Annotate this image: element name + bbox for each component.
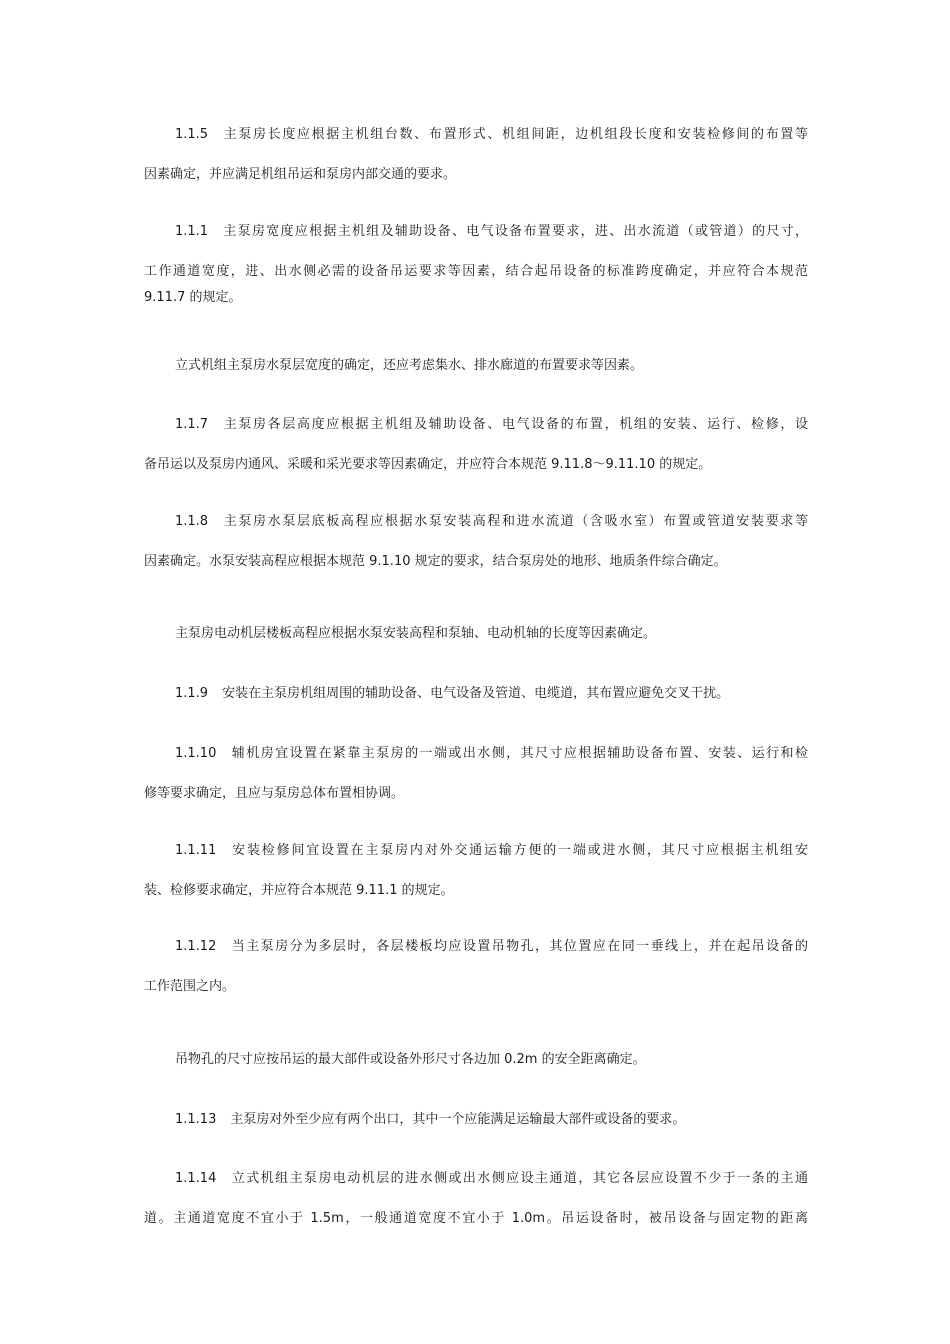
- paragraph-line: 备吊运以及泵房内通风、采暖和采光要求等因素确定，并应符合本规范 9.11.8～9.11.10 的规定。: [144, 457, 712, 472]
- paragraph-1-1-1: [144, 212, 808, 318]
- paragraph-text: 主泵房对外至少应有两个出口，其中一个应能满足运输最大部件或设备的要求。: [230, 1112, 686, 1127]
- paragraph-1-1-7: [144, 405, 808, 485]
- paragraph-text: 安装在主泵房机组周围的辅助设备、电气设备及管道、电缆道，其布置应避免交叉干扰。: [222, 686, 730, 701]
- paragraph-1-1-5: [144, 115, 808, 195]
- paragraph-line: 道。主通道宽度不宜小于 1.5m，一般通道宽度不宜小于 1.0m。吊运设备时，被吊设备与固定物的距离: [144, 1211, 808, 1226]
- paragraph-motor-floor-elevation: [144, 614, 808, 654]
- paragraph-line: [144, 831, 808, 871]
- paragraph-line: [144, 405, 808, 445]
- paragraph-line: [144, 1159, 808, 1199]
- paragraph-line: 装、检修要求确定，并应符合本规范 9.11.1 的规定。: [144, 883, 454, 898]
- paragraph-line: 主泵房电动机层楼板高程应根据水泵安装高程和泵轴、电动机轴的长度等因素确定。: [175, 626, 657, 641]
- paragraph-1-1-9: [144, 674, 808, 714]
- paragraph-line: [144, 212, 808, 252]
- paragraph-text: 立式机组主泵房电动机层的进水侧或出水侧应设主通道，其它各层应设置不少于一条的主通: [230, 1171, 808, 1186]
- clause-number: 1.1.10: [175, 746, 217, 761]
- clause-number: 1.1.9: [175, 686, 209, 701]
- paragraph-line: [144, 1100, 808, 1140]
- paragraph-vertical-unit-width: [144, 346, 808, 386]
- paragraph-text: 主泵房宽度应根据主机组及辅助设备、电气设备布置要求，进、出水流道（或管道）的尺寸，: [222, 224, 808, 239]
- paragraph-line: 工作通道宽度，进、出水侧必需的设备吊运要求等因素，结合起吊设备的标准跨度确定，并应符合本规范: [144, 264, 808, 279]
- clause-number: 1.1.14: [175, 1171, 217, 1186]
- clause-number: 1.1.12: [175, 939, 217, 954]
- paragraph-line: 工作范围之内。: [144, 979, 236, 994]
- paragraph-1-1-8: [144, 502, 808, 582]
- paragraph-line: 立式机组主泵房水泵层宽度的确定，还应考虑集水、排水廊道的布置要求等因素。: [175, 358, 644, 373]
- paragraph-text: 安装检修间宜设置在主泵房内对外交通运输方便的一端或进水侧，其尺寸应根据主机组安: [230, 843, 808, 858]
- paragraph-line: [144, 502, 808, 542]
- paragraph-text: 当主泵房分为多层时，各层楼板均应设置吊物孔，其位置应在同一垂线上，并在起吊设备的: [230, 939, 808, 954]
- clause-number: 1.1.8: [175, 514, 209, 529]
- paragraph-line: 修等要求确定，且应与泵房总体布置相协调。: [144, 786, 405, 801]
- paragraph-line: [144, 927, 808, 967]
- paragraph-text: 主泵房长度应根据主机组台数、布置形式、机组间距，边机组段长度和安装检修间的布置等: [222, 127, 808, 142]
- paragraph-1-1-13: [144, 1100, 808, 1140]
- paragraph-text: 辅机房宜设置在紧靠主泵房的一端或出水侧，其尺寸应根据辅助设备布置、安装、运行和检: [230, 746, 808, 761]
- paragraph-line: 因素确定，并应满足机组吊运和泵房内部交通的要求。: [144, 167, 457, 182]
- clause-number: 1.1.13: [175, 1112, 217, 1127]
- paragraph-line: 因素确定。水泵安装高程应根据本规范 9.1.10 规定的要求，结合泵房处的地形、地质条件综合确定。: [144, 554, 727, 569]
- clause-number: 1.1.11: [175, 843, 217, 858]
- paragraph-line: [144, 115, 808, 155]
- paragraph-line: 9.11.7 的规定。: [144, 290, 242, 305]
- paragraph-hoisting-hole-size: [144, 1040, 808, 1080]
- paragraph-line: [144, 734, 808, 774]
- paragraph-1-1-12: [144, 927, 808, 1007]
- paragraph-1-1-11: [144, 831, 808, 911]
- paragraph-text: 主泵房水泵层底板高程应根据水泵安装高程和进水流道（含吸水室）布置或管道安装要求等: [222, 514, 808, 529]
- paragraph-line: 吊物孔的尺寸应按吊运的最大部件或设备外形尺寸各边加 0.2m 的安全距离确定。: [175, 1052, 646, 1067]
- paragraph-line: [144, 674, 808, 714]
- paragraph-1-1-14: [144, 1159, 808, 1239]
- paragraph-text: 主泵房各层高度应根据主机组及辅助设备、电气设备的布置，机组的安装、运行、检修，设: [222, 417, 808, 432]
- clause-number: 1.1.1: [175, 224, 209, 239]
- clause-number: 1.1.7: [175, 417, 209, 432]
- clause-number: 1.1.5: [175, 127, 209, 142]
- paragraph-1-1-10: [144, 734, 808, 814]
